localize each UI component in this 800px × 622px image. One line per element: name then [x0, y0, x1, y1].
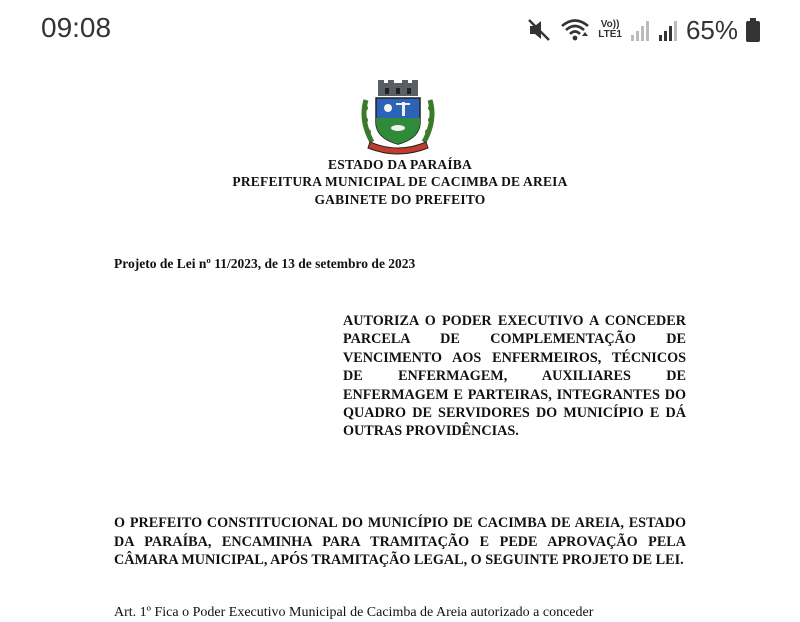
network-type-label: Vo)) LTE1 [598, 19, 622, 40]
header-office: GABINETE DO PREFEITO [314, 192, 486, 207]
signal-icon [658, 18, 678, 42]
municipal-crest [358, 80, 438, 156]
header-prefecture: PREFEITURA MUNICIPAL DE CACIMBA DE AREIA [232, 174, 568, 189]
project-title: Projeto de Lei nº 11/2023, de 13 de setembro de 2023 [114, 256, 416, 271]
battery-icon [746, 18, 760, 42]
preamble-paragraph: O PREFEITO CONSTITUCIONAL DO MUNICÍPIO DE CACIMBA DE AREIA, ESTADO DA PARAÍBA, ENCAMINHA PARA TRAMITAÇÃO E PEDE APROVAÇÃO PELA CÂMARA MUNICIPAL, APÓS TRAMITAÇÃO LEGAL, O SEGUINTE PROJETO DE LEI. [114, 515, 686, 569]
header-state: ESTADO DA PARAÍBA [328, 157, 472, 172]
status-bar [0, 0, 800, 62]
wifi-icon [560, 17, 590, 43]
status-icons [526, 14, 760, 46]
signal-icon [630, 18, 650, 42]
status-time: 09:08 [41, 12, 112, 43]
ementa-paragraph: AUTORIZA O PODER EXECUTIVO A CONCEDER PARCELA DE COMPLEMENTAÇÃO DE VENCIMENTO AOS ENFERMEIROS, TÉCNICOS DE ENFERMAGEM, AUXILIARES DE ENFERMAGEM E PARTEIRAS, INTEGRANTES DO QUADRO DE SERVIDORES DO MUNICÍPIO E DÁ OUTRAS PROVIDÊNCIAS. [343, 313, 686, 440]
mute-icon [526, 17, 552, 43]
article-1-start: Art. 1º Fica o Poder Executivo Municipal de Cacimba de Areia autorizado a conceder [114, 605, 594, 620]
battery-percent: 65% [685, 14, 738, 45]
